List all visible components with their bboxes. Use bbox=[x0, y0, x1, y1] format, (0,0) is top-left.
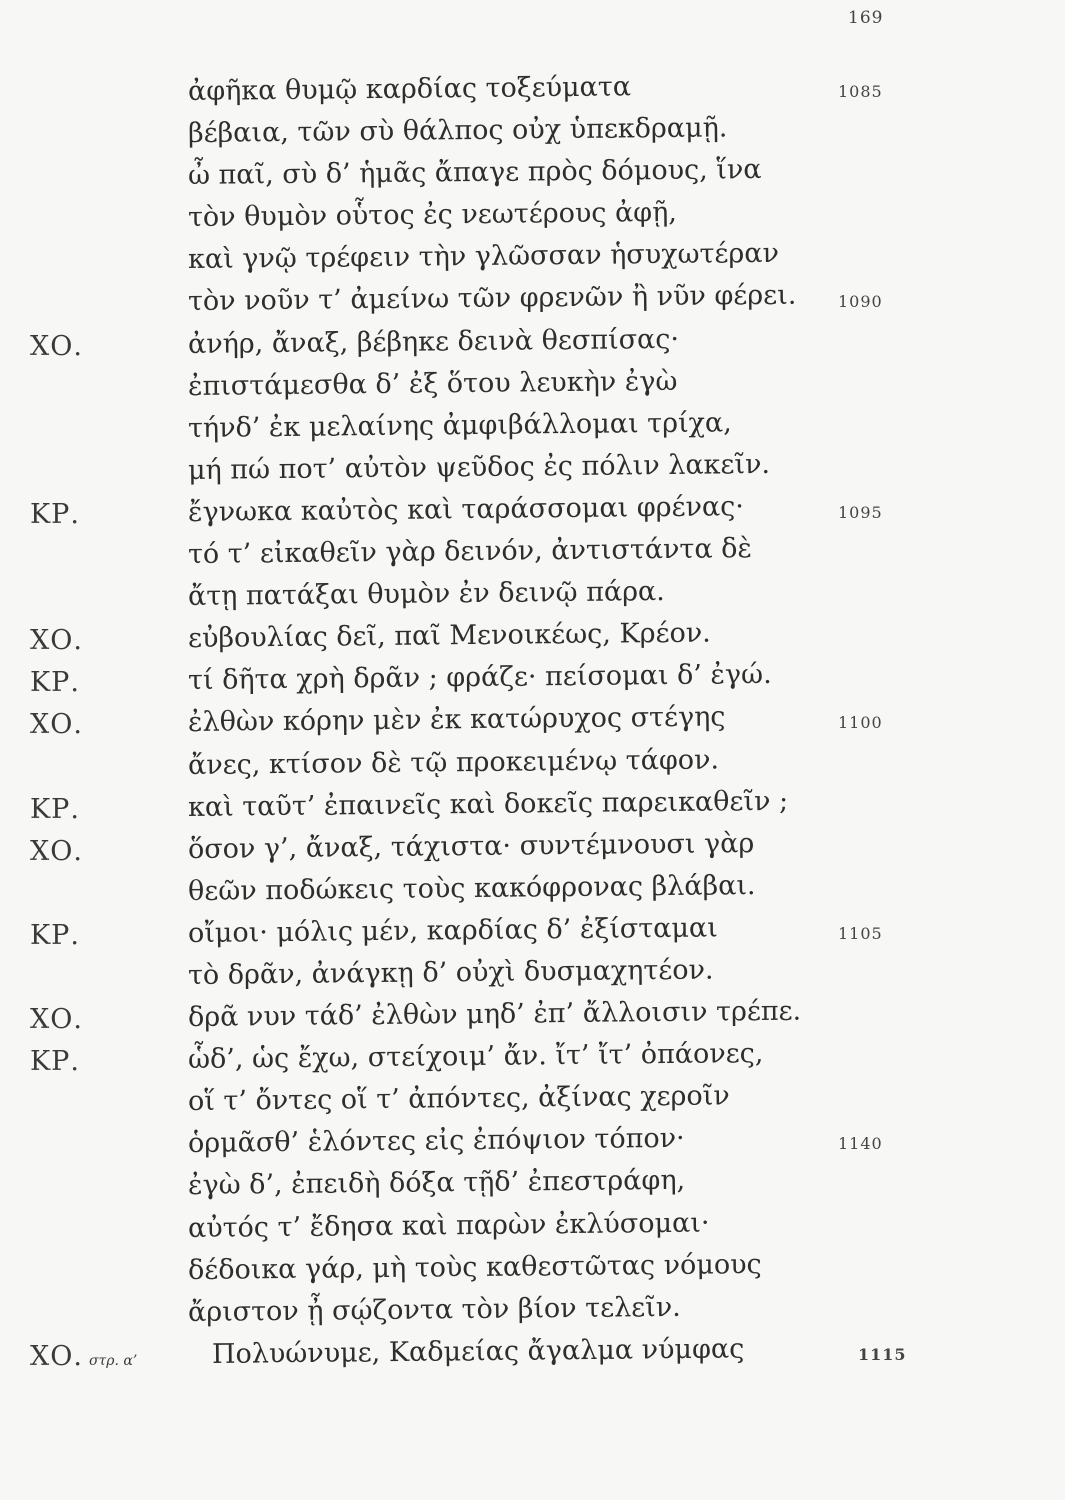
verse-line bbox=[0, 1248, 1065, 1297]
speaker-label: ΧΟ. bbox=[30, 709, 83, 741]
verse-line bbox=[0, 1291, 1065, 1339]
verse-line bbox=[0, 1165, 1065, 1212]
speaker-abbrev: ΧΟ. bbox=[30, 1340, 83, 1372]
verse-line bbox=[0, 1123, 1065, 1170]
verse-text: ἔγνωκα καὐτὸς καὶ ταράσσομαι φρένας· bbox=[187, 491, 745, 528]
line-number: 1100 bbox=[838, 713, 883, 733]
line-number: 1085 bbox=[838, 82, 883, 101]
line-number: 1105 bbox=[838, 923, 883, 943]
verse-text: ὧδ’, ὡς ἔχω, στείχοιμ’ ἄν. ἴτ’ ἴτ’ ὀπάονες, bbox=[187, 1038, 764, 1076]
speaker-label: ΚΡ. bbox=[30, 793, 80, 825]
verse-line bbox=[0, 743, 1065, 792]
verse-text: Πολυώνυμε, Καδμείας ἄγαλμα νύμφας bbox=[211, 1333, 745, 1370]
verse-line bbox=[0, 280, 1065, 328]
verse-text: ἄνες, κτίσον δὲ τῷ προκειμένῳ τάφον. bbox=[187, 743, 720, 781]
verse-text: εὐβουλίας δεῖ, παῖ Μενοικέως, Κρέον. bbox=[187, 617, 711, 655]
verse-line bbox=[0, 576, 1065, 623]
speaker-label: ΧΟ. bbox=[30, 625, 83, 657]
verse-text: ἀφῆκα θυμῷ καρδίας τοξεύματα bbox=[187, 71, 632, 107]
speaker-label: ΧΟ. bbox=[30, 330, 83, 362]
verse-block bbox=[0, 71, 1065, 1381]
verse-text: ὦ παῖ, σὺ δ’ ἡμᾶς ἄπαγε πρὸς δόμους, ἵνα bbox=[187, 154, 762, 192]
verse-text: ἄριστον ᾖ σῴζοντα τὸν βίον τελεῖν. bbox=[187, 1291, 681, 1328]
verse-text: ὅσον γ’, ἄναξ, τάχιστα· συντέμνουσι γὰρ bbox=[187, 827, 755, 865]
verse-text: βέβαια, τῶν σὺ θάλπος οὐχ ὑπεκδραμῇ. bbox=[187, 112, 728, 150]
verse-line bbox=[0, 533, 1065, 581]
verse-text: τὸν νοῦν τ’ ἀμείνω τῶν φρενῶν ἢ νῦν φέρει. bbox=[187, 280, 797, 318]
speaker-label bbox=[30, 1341, 137, 1372]
verse-text: δέδοικα γάρ, μὴ τοὺς καθεστῶτας νόμους bbox=[187, 1248, 762, 1286]
verse-text: ὁρμᾶσθ’ ἑλόντες εἰς ἐπόψιον τόπον· bbox=[187, 1123, 685, 1160]
verse-line bbox=[0, 112, 1065, 160]
verse-text: ἐπιστάμεσθα δ’ ἐξ ὅτου λευκὴν ἐγὼ bbox=[187, 365, 678, 402]
verse-line bbox=[0, 827, 1065, 876]
strophe-marker: στρ. α’ bbox=[88, 1352, 138, 1369]
verse-line bbox=[0, 954, 1065, 1002]
verse-line bbox=[0, 197, 1065, 244]
verse-line bbox=[0, 1038, 1065, 1086]
line-number: 1115 bbox=[858, 1344, 907, 1364]
verse-line bbox=[0, 912, 1065, 960]
page-number: 169 bbox=[848, 8, 884, 28]
verse-line bbox=[0, 1080, 1065, 1128]
verse-text: τό τ’ εἰκαθεῖν γὰρ δεινόν, ἀντιστάντα δὲ bbox=[187, 533, 753, 571]
verse-text: καὶ ταῦτ’ ἐπαινεῖς καὶ δοκεῖς παρεικαθεῖν ; bbox=[187, 785, 789, 823]
verse-text: μή πώ ποτ’ αὐτὸν ψεῦδος ἐς πόλιν λακεῖν. bbox=[187, 448, 771, 486]
verse-line bbox=[0, 869, 1065, 918]
verse-line bbox=[0, 238, 1065, 286]
line-number: 1095 bbox=[838, 502, 883, 522]
verse-line bbox=[0, 617, 1065, 665]
verse-line bbox=[0, 995, 1065, 1044]
verse-text: οἴμοι· μόλις μέν, καρδίας δ’ ἐξίσταμαι bbox=[187, 912, 718, 949]
verse-line bbox=[0, 659, 1065, 707]
verse-text: καὶ γνῷ τρέφειν τὴν γλῶσσαν ἡσυχωτέραν bbox=[187, 238, 780, 276]
verse-line bbox=[0, 491, 1065, 539]
verse-line-strophe-start bbox=[0, 1333, 1065, 1381]
verse-text: ἀνήρ, ἄναξ, βέβηκε δεινὰ θεσπίσας· bbox=[187, 323, 680, 360]
verse-line bbox=[0, 407, 1065, 455]
verse-text: οἵ τ’ ὄντες οἵ τ’ ἀπόντες, ἀξίνας χεροῖν bbox=[187, 1080, 730, 1118]
verse-line bbox=[0, 71, 1065, 118]
line-number: 1140 bbox=[838, 1134, 883, 1154]
speaker-label: ΧΟ. bbox=[30, 835, 83, 867]
speaker-label: ΚΡ. bbox=[30, 1046, 80, 1078]
verse-text: ἐλθὼν κόρην μὲν ἐκ κατώρυχος στέγης bbox=[187, 701, 726, 739]
line-number: 1090 bbox=[838, 292, 883, 312]
verse-text: τί δῆτα χρὴ δρᾶν ; φράζε· πείσομαι δ’ ἐγώ. bbox=[187, 659, 772, 697]
verse-line bbox=[0, 323, 1065, 371]
verse-line bbox=[0, 448, 1065, 497]
verse-text: αὐτός τ’ ἔδησα καὶ παρὼν ἐκλύσομαι· bbox=[187, 1207, 710, 1244]
verse-text: ἄτῃ πατάξαι θυμὸν ἐν δεινῷ πάρα. bbox=[187, 576, 665, 613]
verse-text: δρᾶ νυν τάδ’ ἐλθὼν μηδ’ ἐπ’ ἄλλοισιν τρέπε. bbox=[187, 995, 802, 1034]
verse-line bbox=[0, 701, 1065, 749]
verse-line bbox=[0, 785, 1065, 834]
verse-text: τήνδ’ ἐκ μελαίνης ἀμφιβάλλομαι τρίχα, bbox=[187, 407, 732, 444]
speaker-label: ΚΡ. bbox=[30, 498, 80, 530]
speaker-label: ΚΡ. bbox=[30, 667, 80, 699]
verse-text: θεῶν ποδώκεις τοὺς κακόφρονας βλάβαι. bbox=[187, 869, 756, 907]
verse-line bbox=[0, 154, 1065, 202]
verse-text: τὸ δρᾶν, ἀνάγκῃ δ’ οὐχὶ δυσμαχητέον. bbox=[187, 954, 714, 991]
verse-text: τὸν θυμὸν οὗτος ἐς νεωτέρους ἀφῇ, bbox=[187, 197, 678, 234]
speaker-label: ΧΟ. bbox=[30, 1004, 83, 1036]
verse-text: ἐγὼ δ’, ἐπειδὴ δόξα τῇδ’ ἐπεστράφη, bbox=[187, 1165, 686, 1202]
verse-line bbox=[0, 1207, 1065, 1255]
verse-line bbox=[0, 365, 1065, 413]
speaker-label: ΚΡ. bbox=[30, 919, 80, 951]
